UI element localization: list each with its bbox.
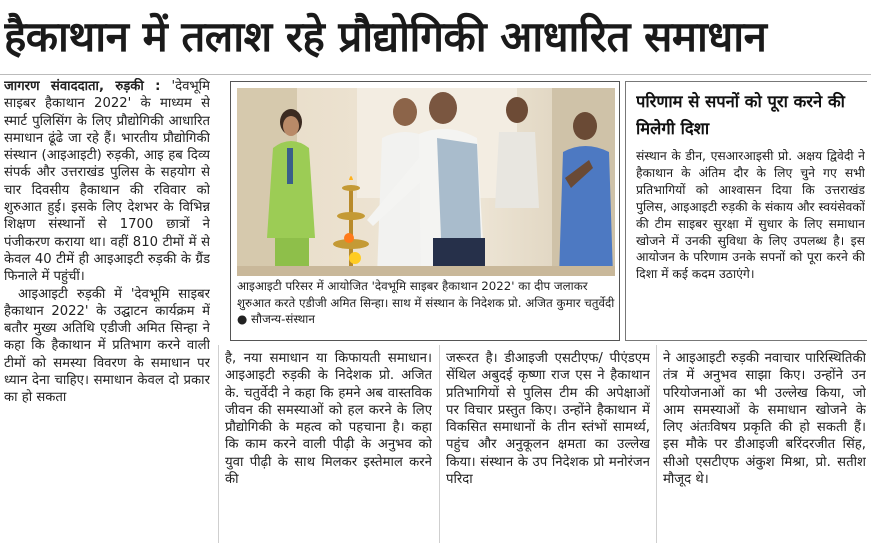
column-divider: [656, 345, 657, 543]
column-4-text: ने आइआइटी रुड़की नवाचार पारिस्थितिकी तंत्र में अनुभव साझा किए। उन्होंने उन परियोजनाओं का भी उल्लेख किया, जो आम समस्याओं के समाधान खोजने के लिए अंतःविषय प्रकृति की हो सकती हैं। इस मौके पर डीआइजी बरिंदरजीत सिंह, सीओ एसटीएफ अंकुश मिश्रा, प्रो. सतीश मौजूद थे।: [663, 351, 866, 488]
sidebar-text: संस्थान के डीन, एसआरआइसी प्रो. अक्षय द्विवेदी ने हैकाथान के अंतिम दौर के लिए चुने गए सभी प्रतिभागियों को आश्वासन दिया कि उत्तराखंड पुलिस, आइआइटी रुड़की के संकाय और स्वयंसेवकों की टीम साइबर सुरक्षा में सुधार के लिए समाधान खोजने में उनकी सुविधा के लिए उपलब्ध है। इस आयोजन के परिणाम उनके सपनों को पूरा करने की दिशा में कई कदम उठाएंगे।: [636, 149, 865, 282]
event-photo: [237, 88, 615, 276]
lamp-lighting-illustration: [237, 88, 615, 276]
column-3-text: जरूरत है। डीआइजी एसटीएफ/ पीएंडएम सेंथिल अबुदई कृष्णा राज एस ने हैकाथान प्रतिभागियों से पुलिस टीम की अपेक्षाओं पर विचार प्रस्तुत किए। उन्होंने हैकाथान में विकसित समाधानों के तीन स्तंभों सामर्थ्य, पहुंच और अनुकूलन क्षमता का उल्लेख किया। संस्थान के उप निदेशक प्रो मनोरंजन परिदा: [446, 351, 650, 488]
article-column-1: [4, 78, 210, 544]
column-divider: [439, 345, 440, 543]
headline: हैकाथान में तलाश रहे प्रौद्योगिकी आधारित समाधान: [4, 12, 767, 61]
column-2-text: है, नया समाधान या किफायती समाधान। आइआइटी रुड़की के निदेशक प्रो. अजित के. चतुर्वेदी ने कहा कि हमने अब वास्तविक जीवन की समस्याओं को हल करने के लिए प्रौद्योगिकी के महत्व को पहचाना है। कहा कि काम करने वाली पीढ़ी के अनुभव को युवा पीढ़ी के साथ मिलकर इस्तेमाल करने की: [225, 351, 432, 488]
sidebar-box: [625, 81, 867, 341]
photo-block: [230, 81, 620, 341]
article-paragraph-2: आइआइटी रुड़की में 'देवभूमि साइबर हैकाथान 2022' के उद्घाटन कार्यक्रम में बतौर मुख्य अतिथि एडीजी अमित सिन्हा ने कहा कि हैकाथान में प्रतिभाग करने वाली टीमों को समस्या विवरण के समाधान पर ध्यान देना चाहिए। समाधान केवल दो प्रकार का हो सकता: [4, 286, 210, 406]
article-lead-paragraph: [4, 78, 210, 286]
article-column-3: [446, 350, 650, 544]
byline: जागरण संवाददाता, रुड़की :: [4, 79, 161, 94]
headline-rule: [0, 74, 871, 75]
lead-text: 'देवभूमि साइबर हैकाथान 2022' के माध्यम से स्मार्ट पुलिसिंग के लिए प्रौद्योगिकी आधारित समाधान ढूंढे जा रहे हैं। भारतीय प्रौद्योगिकी संस्थान (आइआइटी) रुड़की, आइ हब दिव्य संपर्क और उत्तराखंड पुलिस के सहयोग से चार दिवसीय हैकाथान की रविवार को शुरुआत हुई। इसके लिए देशभर के विभिन्न शिक्षण संस्थानों से 1700 छात्रों ने पंजीकरण कराया था। वहीं 810 टीमों में से केवल 40 टीमें ही आइआइटी रुड़की के ग्रैंड फिनाले में पहुंचीं।: [4, 79, 210, 285]
photo-caption: आइआइटी परिसर में आयोजित 'देवभूमि साइबर हैकाथान 2022' का दीप जलाकर शुरुआत करते एडीजी अमित सिन्हा। साथ में संस्थान के निदेशक प्रो. अजित कुमार चतुर्वेदी ● सौजन्य-संस्थान: [237, 279, 615, 327]
article-column-4: [663, 350, 866, 544]
sidebar-title: परिणाम से सपनों को पूरा करने की मिलेगी दिशा: [636, 92, 845, 138]
article-column-2: [225, 350, 432, 544]
column-divider: [218, 345, 219, 543]
